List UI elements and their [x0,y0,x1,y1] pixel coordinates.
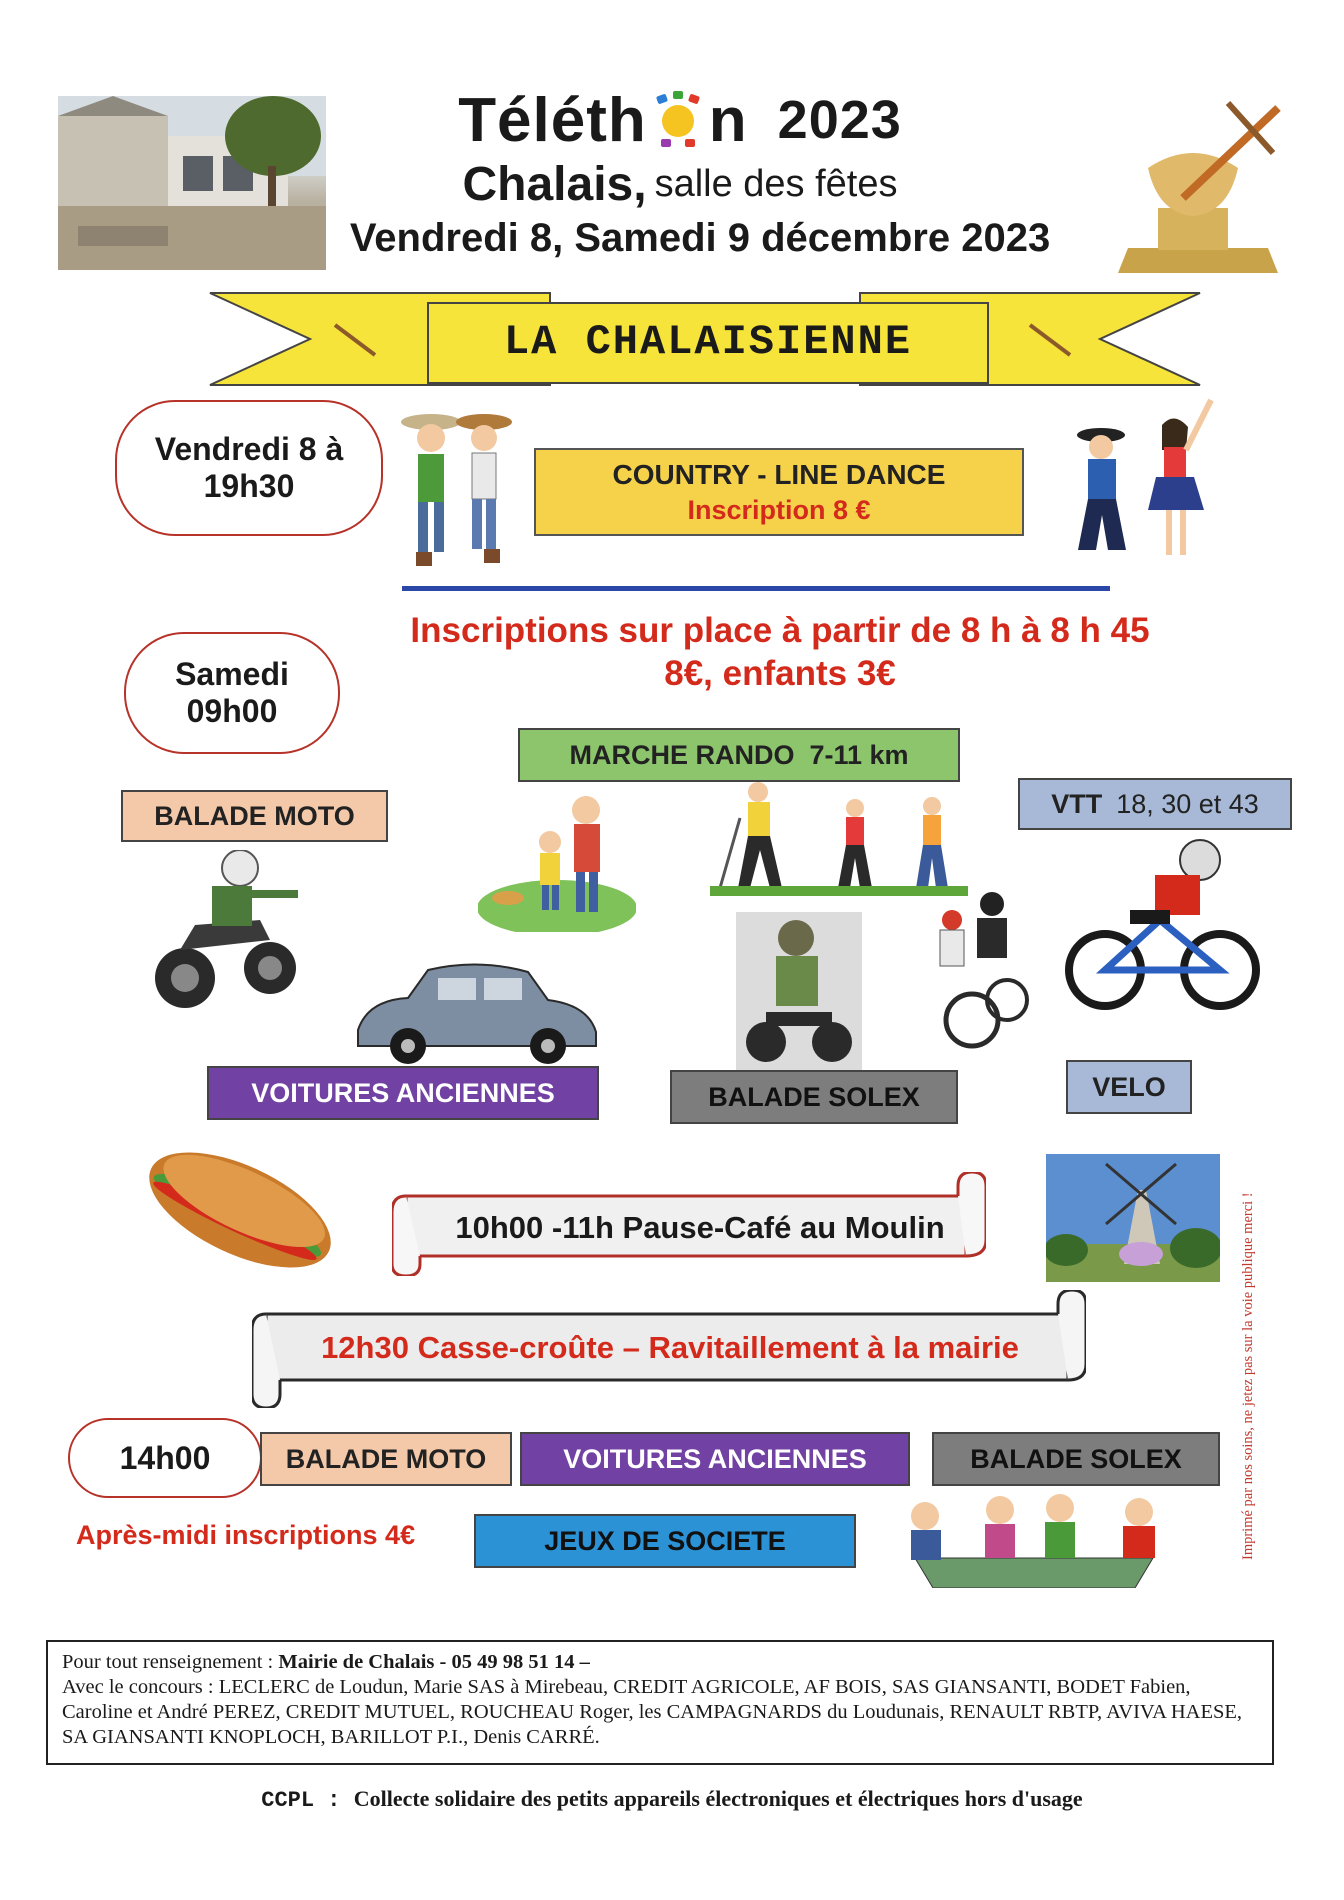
registration-line-2: 8€, enfants 3€ [664,653,896,693]
voitures-anciennes-label: VOITURES ANCIENNES [207,1066,599,1120]
printer-note: Imprimé par nos soins, ne jetez pas sur la voie publique merci ! [1240,1192,1256,1560]
pause-cafe-text: 10h00 -11h Pause-Café au Moulin [455,1210,945,1245]
afternoon-solex-label: BALADE SOLEX [932,1432,1220,1486]
country-fee: Inscription 8 € [687,494,871,525]
afternoon-time-box [68,1418,262,1498]
event-dates: Vendredi 8, Samedi 9 décembre 2023 [349,215,1051,260]
ccpl-text: Collecte solidaire des petits appareils électroniques et électriques hors d'usage [353,1786,1083,1811]
afternoon-moto-label: BALADE MOTO [260,1432,512,1486]
contact-prefix: Pour tout renseignement : [62,1651,279,1673]
windmill-photo [1046,1154,1220,1282]
title-suffix: n [708,85,748,155]
afternoon-voitures-label: VOITURES ANCIENNES [520,1432,910,1486]
vtt-distances: 18, 30 et 43 [1116,788,1259,819]
family-walk-illustration [478,780,636,932]
town-name: Chalais, [462,157,647,211]
board-game-illustration [895,1488,1173,1588]
trophy-icon [1088,98,1288,288]
dancers-illustration [1056,395,1216,570]
info-box [46,1640,1274,1765]
afternoon-time: 14h00 [119,1439,211,1476]
saturday-registration [360,610,1200,695]
section-divider [402,586,1110,591]
country-activity: COUNTRY - LINE DANCE [612,458,946,490]
friday-time: Vendredi 8 à 19h30 [154,431,344,504]
venue-line [330,156,1030,212]
sandwich-illustration [140,1140,340,1280]
event-title [330,84,1030,156]
vtt-prefix: VTT [1051,788,1103,819]
velo-label: VELO [1066,1060,1192,1114]
hikers-illustration [710,778,968,896]
mountain-bike-illustration [1060,830,1265,1014]
title-prefix: Téléth [458,85,647,155]
vtt-label [1018,778,1292,830]
marche-rando-label: MARCHE RANDO 7-11 km [518,728,960,782]
title-year: 2023 [777,90,902,150]
hall-photo [58,96,326,270]
vintage-car-illustration [348,950,604,1066]
balade-solex-label: BALADE SOLEX [670,1070,958,1124]
ccpl-prefix: CCPL : [261,1788,354,1813]
lunch-text: 12h30 Casse-croûte – Ravitaillement à la mairie [321,1330,1019,1365]
balade-moto-label: BALADE MOTO [121,790,388,842]
banner-label: LA CHALAISIENNE [503,318,913,366]
saturday-time: Samedi 09h00 [175,656,289,729]
telethon-logo-icon [649,91,707,149]
jeux-societe-label: JEUX DE SOCIETE [474,1514,856,1568]
venue-name: salle des fêtes [654,162,898,205]
moto-rider-illustration [140,850,310,1012]
ccpl-notice [100,1786,1244,1813]
registration-line-1: Inscriptions sur place à partir de 8 h à 8 h 45 [410,611,1150,650]
sponsors-text: Avec le concours : LECLERC de Loudun, Marie SAS à Mirebeau, CREDIT AGRICOLE, AF BOIS, SAS GIANSANTI, BODET Fabien, Caroline et André PEREZ, CREDIT MUTUEL, ROUCHEAU Roger, les CAMPAGNARDS du Loudunais, RENAULT RBTP, AVIVA HAESE, SA GIANSANTI KNOPLOCH, BARILLOT P.I., Denis CARRÉ. [62,1676,1243,1748]
cowboys-illustration [396,398,516,578]
saturday-time-box [124,632,340,754]
friday-time-box [115,400,383,536]
country-dance-box [534,448,1024,536]
solex-rider-illustration [736,912,862,1070]
contact-line [62,1650,1258,1675]
contact-info: Mairie de Chalais - 05 49 98 51 14 – [278,1651,590,1673]
cyclists-illustration [922,890,1032,1050]
afternoon-fee-note: Après-midi inscriptions 4€ [76,1520,416,1550]
